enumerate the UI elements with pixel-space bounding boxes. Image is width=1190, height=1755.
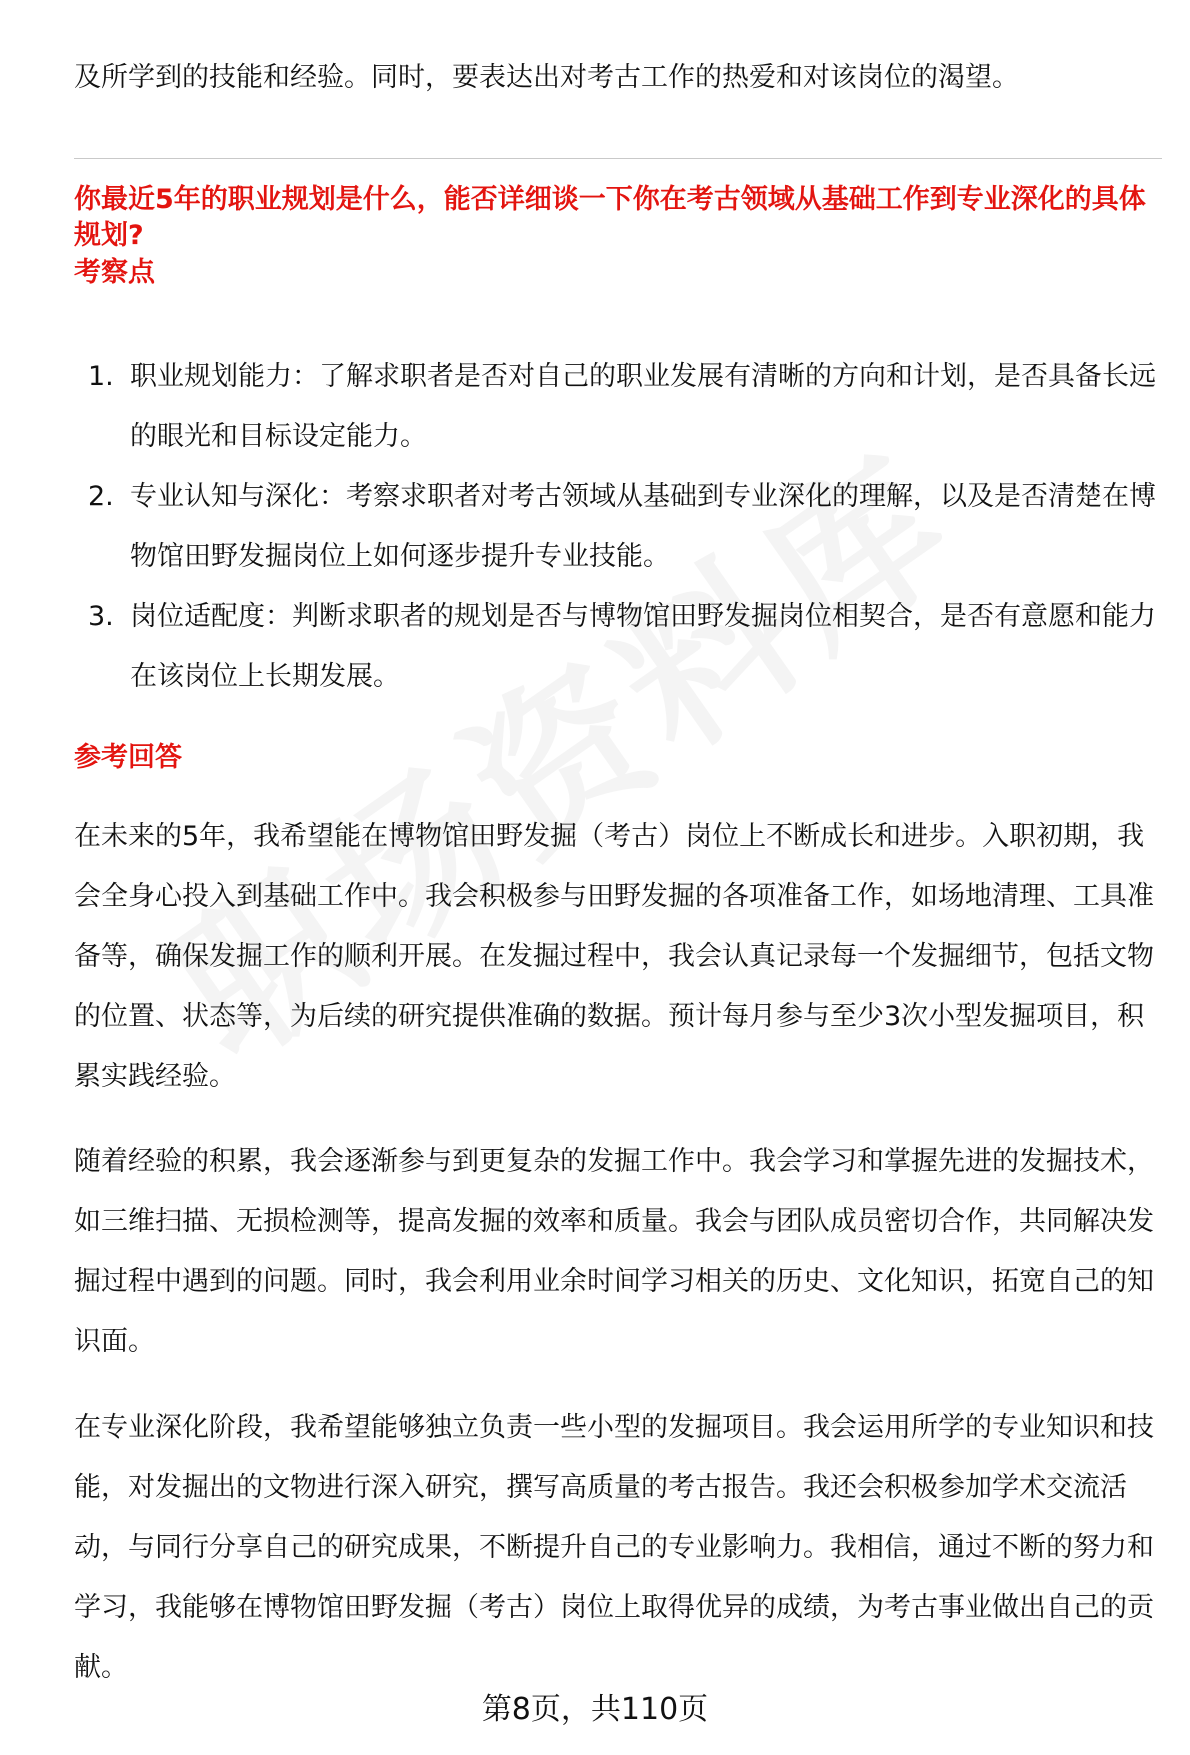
question-heading: 你最近5年的职业规划是什么，能否详细谈一下你在考古领域从基础工作到专业深化的具体规划?: [74, 184, 1146, 251]
list-item-text: 专业认知与深化：考察求职者对考古领域从基础到专业深化的理解，以及是否清楚在博物馆田野发掘岗位上如何逐步提升专业技能。: [130, 481, 1156, 572]
points-heading: 考察点: [74, 257, 155, 288]
points-list: [74, 347, 1164, 707]
answer-paragraph: 随着经验的积累，我会逐渐参与到更复杂的发掘工作中。我会学习和掌握先进的发掘技术，如三维扫描、无损检测等，提高发掘的效率和质量。我会与团队成员密切合作，共同解决发掘过程中遇到的问题。同时，我会利用业余时间学习相关的历史、文化知识，拓宽自己的知识面。: [74, 1146, 1154, 1357]
list-item: [74, 587, 1164, 707]
divider: [74, 158, 1162, 159]
list-item-text: 职业规划能力：了解求职者是否对自己的职业发展有清晰的方向和计划，是否具备长远的眼光和目标设定能力。: [130, 361, 1156, 452]
answer-heading: 参考回答: [74, 742, 182, 773]
answer-paragraph: 在专业深化阶段，我希望能够独立负责一些小型的发掘项目。我会运用所学的专业知识和技能，对发掘出的文物进行深入研究，撰写高质量的考古报告。我还会积极参加学术交流活动，与同行分享自己的研究成果，不断提升自己的专业影响力。我相信，通过不断的努力和学习，我能够在博物馆田野发掘（考古）岗位上取得优异的成绩，为考古事业做出自己的贡献。: [74, 1412, 1154, 1683]
list-item: [74, 467, 1164, 587]
lead-text: 及所学到的技能和经验。同时，要表达出对考古工作的热爱和对该岗位的渴望。: [74, 62, 1019, 93]
list-item-number: 1.: [88, 361, 114, 392]
page-number: 第8页，共110页: [481, 1692, 709, 1727]
answer-paragraph: 在未来的5年，我希望能在博物馆田野发掘（考古）岗位上不断成长和进步。入职初期，我会全身心投入到基础工作中。我会积极参与田野发掘的各项准备工作，如场地清理、工具准备等，确保发掘工作的顺利开展。在发掘过程中，我会认真记录每一个发掘细节，包括文物的位置、状态等，为后续的研究提供准确的数据。预计每月参与至少3次小型发掘项目，积累实践经验。: [74, 821, 1154, 1092]
list-item: [74, 347, 1164, 467]
list-item-number: 2.: [88, 481, 114, 512]
list-item-text: 岗位适配度：判断求职者的规划是否与博物馆田野发掘岗位相契合，是否有意愿和能力在该岗位上长期发展。: [130, 601, 1156, 692]
list-item-number: 3.: [88, 601, 114, 632]
